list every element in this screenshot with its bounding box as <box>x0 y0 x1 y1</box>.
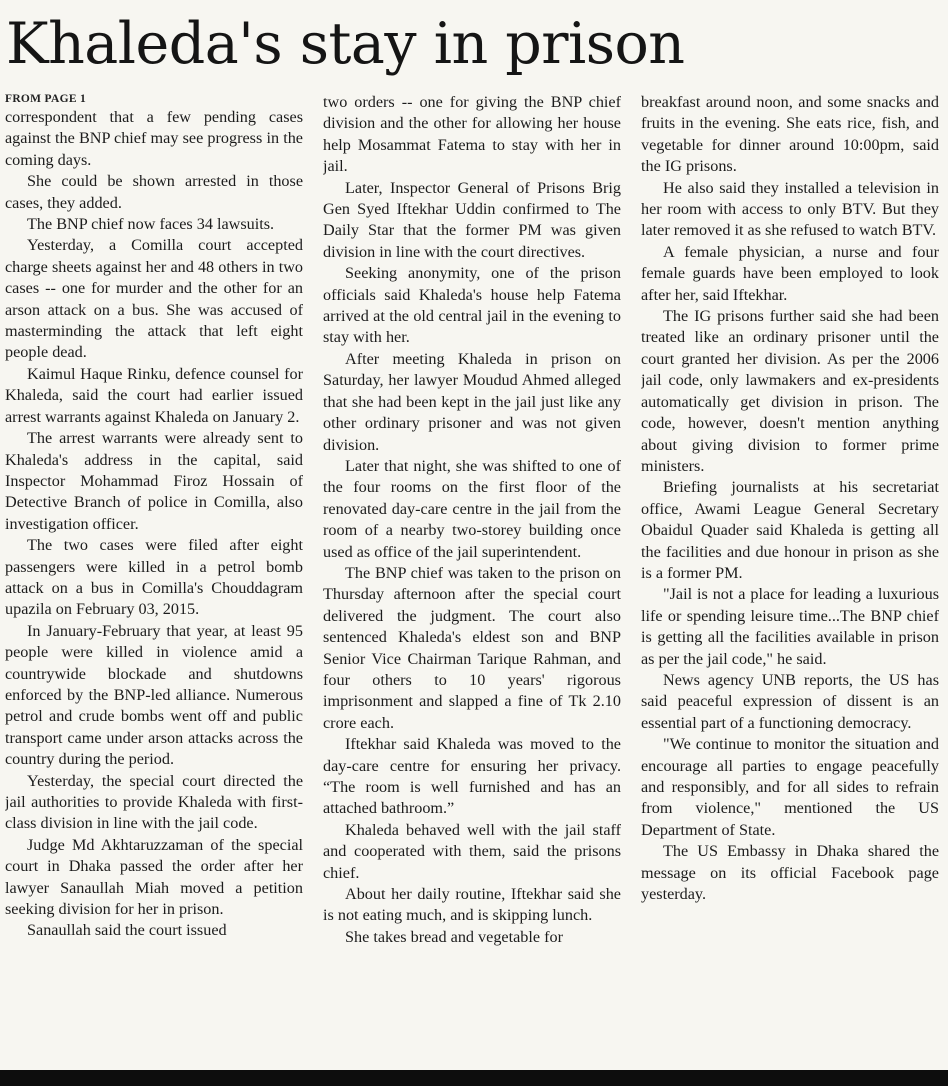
paragraph: She takes bread and vegetable for <box>345 927 563 946</box>
paragraph: A female physician, a nurse and four female guards have been employed to look after her, said Iftekhar. <box>641 242 939 304</box>
paragraph: He also said they installed a television in her room with access to only BTV. But they later removed it as she refused to watch BTV. <box>641 178 939 240</box>
paragraph: Iftekhar said Khaleda was moved to the day-care centre for ensuring her privacy. “The room is well furnished and has an attached bathroom.” <box>323 735 621 818</box>
paragraph: She could be shown arrested in those cases, they added. <box>5 172 303 212</box>
paragraph: Seeking anonymity, one of the prison officials said Khaleda's house help Fatema arrived at the old central jail in the evening to stay with her. <box>323 264 621 347</box>
paragraph: correspondent that a few pending cases against the BNP chief may see progress in the coming days. <box>5 108 303 169</box>
paragraph: The US Embassy in Dhaka shared the message on its official Facebook page yesterday. <box>641 842 939 904</box>
paragraph: Later that night, she was shifted to one of the four rooms on the first floor of the renovated day-care centre in the jail from the room of a nearby two-storey building once used as office of the jail superintendent. <box>323 456 621 561</box>
paragraph: The two cases were filed after eight passengers were killed in a petrol bomb attack on a bus in Comilla's Chouddagram upazila on February 03, 2015. <box>5 536 303 619</box>
article-column-3 <box>641 92 939 1064</box>
paragraph: The arrest warrants were already sent to Khaleda's address in the capital, said Inspector Mohammad Firoz Hossain of Detective Branch of police in Comilla, also investigation officer. <box>5 429 303 533</box>
paragraph: About her daily routine, Iftekhar said she is not eating much, and is skipping lunch. <box>323 885 621 925</box>
paragraph: Later, Inspector General of Prisons Brig Gen Syed Iftekhar Uddin confirmed to The Daily Star that the former PM was given division in line with the court directives. <box>323 178 621 261</box>
paragraph: Yesterday, the special court directed the jail authorities to provide Khaleda with first-class division in line with the jail code. <box>5 771 303 833</box>
article-column-1 <box>5 92 303 1064</box>
paragraph: breakfast around noon, and some snacks and fruits in the evening. She eats rice, fish, and vegetable for dinner around 10:00pm, said the IG prisons. <box>641 93 939 176</box>
paragraph: The BNP chief now faces 34 lawsuits. <box>27 215 275 234</box>
headline: Khaleda's stay in prison <box>6 11 685 77</box>
paragraph: Briefing journalists at his secretariat office, Awami League General Secretary Obaidul Quader said Khaleda is getting all the facilities and due honour in prison as she is a former PM. <box>641 478 939 582</box>
jump-label: FROM PAGE 1 <box>5 93 87 105</box>
paragraph: Yesterday, a Comilla court accepted charge sheets against her and 48 others in two cases -- one for murder and the other for an arson attack on a bus. She was accused of masterminding the attack that left eight people dead. <box>5 236 303 362</box>
article-column-2 <box>323 92 621 1064</box>
page-bottom-edge <box>0 1070 948 1086</box>
paragraph: The IG prisons further said she had been treated like an ordinary prisoner until the court granted her division. As per the 2006 jail code, only lawmakers and ex-presidents automatically get division in prison. The code, however, doesn't mention anything about giving division to former prime ministers. <box>641 307 939 475</box>
paragraph: After meeting Khaleda in prison on Saturday, her lawyer Moudud Ahmed alleged that she had been kept in the jail just like any other ordinary prisoner and was not given division. <box>323 349 621 454</box>
paragraph: News agency UNB reports, the US has said peaceful expression of dissent is an essential part of a functioning democracy. <box>641 670 939 732</box>
paragraph: The BNP chief was taken to the prison on Thursday afternoon after the special court delivered the judgment. The court also sentenced Khaleda's eldest son and BNP Senior Vice Chairman Tarique Rahman, and four others to 10 years' rigorous imprisonment and slapped a fine of Tk 2.10 crore each. <box>323 563 621 732</box>
paragraph: two orders -- one for giving the BNP chief division and the other for allowing her house help Mosammat Fatema to stay with her in jail. <box>323 93 621 176</box>
paragraph: Khaleda behaved well with the jail staff and cooperated with them, said the prisons chief. <box>323 820 621 882</box>
paragraph: In January-February that year, at least 95 people were killed in violence amid a countrywide blockade and shutdowns enforced by the BNP-led alliance. Numerous petrol and crude bombs went off and public transport came under arson attacks across the country during the period. <box>5 621 303 769</box>
paragraph: "We continue to monitor the situation and encourage all parties to engage peacefully and responsibly, and for all sides to refrain from violence," mentioned the US Department of State. <box>641 735 939 839</box>
paragraph: Sanaullah said the court issued <box>27 921 227 940</box>
paragraph: "Jail is not a place for leading a luxurious life or spending leisure time...The BNP chief is getting all the facilities available in prison as per the jail code," he said. <box>641 585 939 668</box>
paragraph: Judge Md Akhtaruzzaman of the special court in Dhaka passed the order after her lawyer Sanaullah Miah moved a petition seeking division for her in prison. <box>5 835 303 919</box>
paragraph: Kaimul Haque Rinku, defence counsel for Khaleda, said the court had earlier issued arrest warrants against Khaleda on January 2. <box>5 364 303 426</box>
